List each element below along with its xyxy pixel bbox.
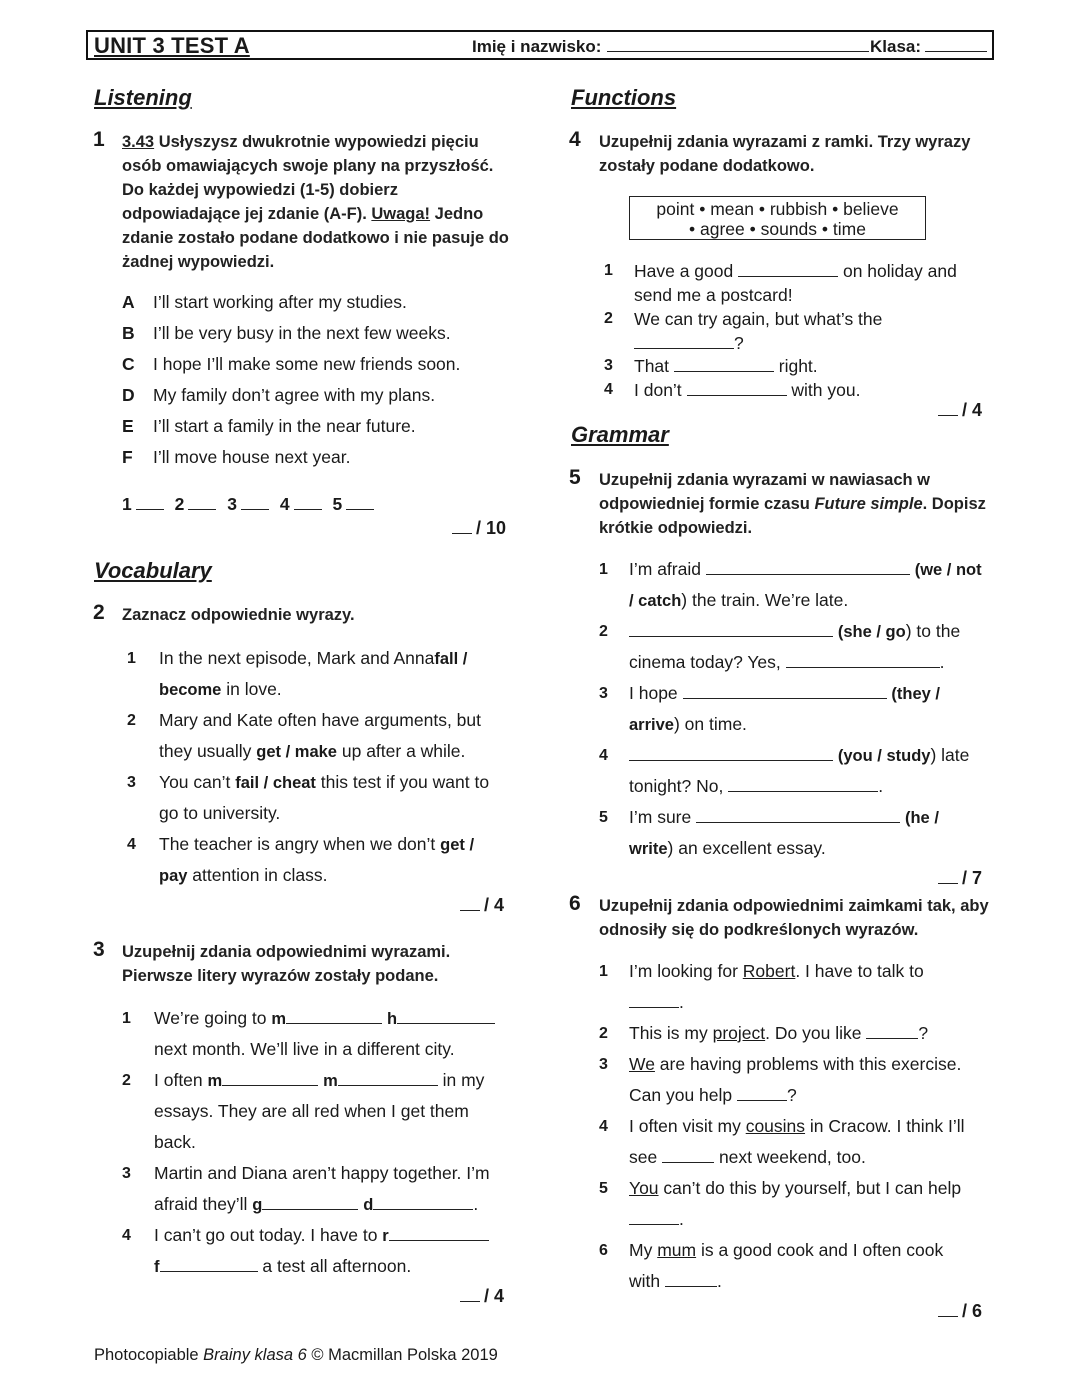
underlined-word: You xyxy=(629,1178,659,1198)
q3-item-2 xyxy=(122,1065,517,1158)
item-number: 1 xyxy=(604,262,613,279)
item-text: on holiday and xyxy=(838,261,957,281)
item-text: Martin and Diana aren’t happy together. I’m xyxy=(154,1163,490,1183)
score-max: / 6 xyxy=(962,1301,983,1321)
option-text: I’ll move house next year. xyxy=(153,447,351,467)
blank[interactable] xyxy=(706,557,910,575)
answer-field-1[interactable] xyxy=(136,496,164,510)
vocabulary-title: Vocabulary xyxy=(94,558,212,583)
q2-number: 2 xyxy=(93,601,105,624)
item-text: send me a postcard! xyxy=(634,285,793,305)
item-number: 5 xyxy=(599,809,608,826)
item-text: essays. They are all red when I get them xyxy=(154,1101,469,1121)
item-text: with xyxy=(629,1271,665,1291)
q5-number: 5 xyxy=(569,466,581,489)
q1-instruction-text-1: Usłyszysz dwukrotnie wypowiedzi pięciu osób omawiających swoje plany na przyszłość. Do każdej wypowiedzi (1-5) dobierz odpowiadające jej zdanie (A-F). xyxy=(122,133,494,223)
item-text: in my xyxy=(437,1070,485,1090)
item-text: We’re going to xyxy=(154,1008,272,1028)
q1-warning: Uwaga! xyxy=(371,205,431,223)
name-field[interactable] xyxy=(607,38,869,52)
item-text: attention in class. xyxy=(187,865,328,885)
word-box xyxy=(629,196,926,240)
q3-item-3 xyxy=(122,1158,517,1220)
blank[interactable] xyxy=(160,1254,258,1272)
q5-tense: Future simple xyxy=(814,495,923,513)
score-max: / 7 xyxy=(962,868,983,888)
score-field[interactable] xyxy=(938,1303,958,1317)
test-header xyxy=(86,30,994,60)
option-f xyxy=(122,447,350,471)
hint: (you / study xyxy=(837,747,931,765)
blank[interactable] xyxy=(397,1006,495,1024)
item-text: ) an excellent essay. xyxy=(667,838,826,858)
item-text: . xyxy=(679,1209,684,1229)
word-box-line: • agree • sounds • time xyxy=(689,219,866,239)
option-letter: E xyxy=(122,416,134,436)
item-text: with you. xyxy=(786,380,861,400)
blank[interactable] xyxy=(738,259,838,277)
choice-words[interactable]: pay xyxy=(159,867,188,885)
q5-item-4 xyxy=(599,740,991,802)
option-text: My family don’t agree with my plans. xyxy=(153,385,436,405)
item-text: cinema today? Yes, xyxy=(629,652,786,672)
item-text: are having problems with this exercise. xyxy=(654,1054,962,1074)
word-box-line: point • mean • rubbish • believe xyxy=(656,199,899,219)
item-text: ) the train. We’re late. xyxy=(681,590,849,610)
option-d xyxy=(122,385,435,409)
footer xyxy=(94,1346,498,1365)
q6-item-1 xyxy=(599,956,991,1018)
blank[interactable] xyxy=(338,1068,438,1086)
underlined-word: cousins xyxy=(745,1116,806,1136)
q2-item-3 xyxy=(127,767,517,829)
option-e xyxy=(122,416,416,440)
item-text: I’m sure xyxy=(629,807,697,827)
q5-instruction xyxy=(599,468,989,540)
item-text: I’m afraid xyxy=(629,559,706,579)
item-text: . I have to talk to xyxy=(795,961,924,981)
item-number: 2 xyxy=(599,1025,608,1042)
item-text: can’t do this by yourself, but I can help xyxy=(658,1178,962,1198)
item-text: . xyxy=(473,1194,479,1214)
option-text: I’ll start working after my studies. xyxy=(153,292,407,312)
footer-text: Photocopiable xyxy=(94,1346,204,1364)
item-number: 5 xyxy=(599,1180,608,1197)
first-letter: h xyxy=(386,1010,398,1028)
item-text: I hope xyxy=(629,683,683,703)
item-text: ? xyxy=(918,1023,929,1043)
answer-num: 3 xyxy=(227,494,237,514)
option-letter: B xyxy=(122,323,135,343)
blank[interactable] xyxy=(786,650,940,668)
q4-instruction: Uzupełnij zdania wyrazami z ramki. Trzy wyrazy zostały podane dodatkowo. xyxy=(599,133,971,175)
q5-instruction-text: . Dopisz krótkie odpowiedzi. xyxy=(599,495,986,537)
score-field[interactable] xyxy=(938,870,958,884)
item-text: This is my xyxy=(629,1023,713,1043)
first-letter: m xyxy=(323,1072,338,1090)
blank[interactable] xyxy=(629,743,833,761)
option-letter: F xyxy=(122,447,133,467)
first-letter: r xyxy=(382,1227,389,1245)
listening-title: Listening xyxy=(94,85,192,110)
item-text: this test if you want to xyxy=(315,772,490,792)
q4-item-1 xyxy=(604,259,989,307)
q1-number: 1 xyxy=(93,128,105,151)
q3-instruction: Uzupełnij zdania odpowiednimi wyrazami. Pierwsze litery wyrazów zostały podane. xyxy=(122,943,451,985)
blank[interactable] xyxy=(222,1068,318,1086)
hint: (we / not xyxy=(914,561,982,579)
q4-item-2 xyxy=(604,307,989,355)
q5-item-1 xyxy=(599,554,991,616)
option-text: I hope I’ll make some new friends soon. xyxy=(153,354,461,374)
item-text: . xyxy=(939,652,945,672)
item-text: My xyxy=(629,1240,658,1260)
choice-words[interactable]: get / xyxy=(440,836,475,854)
blank[interactable] xyxy=(373,1192,473,1210)
q3-item-4 xyxy=(122,1220,517,1282)
item-text: ) to the xyxy=(905,621,961,641)
option-a xyxy=(122,292,407,316)
q5-item-2 xyxy=(599,616,991,678)
item-text: tonight? No, xyxy=(629,776,729,796)
answer-field-2[interactable] xyxy=(188,496,216,510)
item-number: 2 xyxy=(122,1072,131,1089)
item-text: I’m looking for xyxy=(629,961,743,981)
q1-instruction-text-2: Jedno zdanie zostało podane dodatkowo i nie pasuje do żadnej wypowiedzi. xyxy=(122,205,509,271)
footer-book: Brainy klasa 6 xyxy=(203,1346,307,1364)
item-text: In the next episode, Mark and Anna xyxy=(159,648,435,668)
q2-item-2 xyxy=(127,705,517,767)
item-text: up after a while. xyxy=(337,741,466,761)
item-number: 3 xyxy=(599,685,608,702)
blank[interactable] xyxy=(389,1223,489,1241)
blank[interactable] xyxy=(665,1269,717,1287)
q6-instruction: Uzupełnij zdania odpowiednimi zaimkami tak, aby odnosiły się do podkreślonych wyrazów. xyxy=(599,897,989,939)
score-max: / 10 xyxy=(476,518,507,538)
item-number: 4 xyxy=(604,381,613,398)
q5-item-3 xyxy=(599,678,991,740)
score-max: / 4 xyxy=(484,895,505,915)
first-letter: m xyxy=(271,1010,287,1028)
answer-num: 4 xyxy=(279,494,290,514)
item-text: I often visit my xyxy=(629,1116,746,1136)
q4-item-4 xyxy=(604,378,989,402)
item-number: 6 xyxy=(599,1242,608,1259)
first-letter: f xyxy=(154,1258,160,1276)
choice-words[interactable]: become xyxy=(159,681,222,699)
item-number: 4 xyxy=(127,836,136,853)
score-field[interactable] xyxy=(938,402,958,416)
blank[interactable] xyxy=(687,378,787,396)
item-text: The teacher is angry when we don’t xyxy=(159,834,441,854)
item-text: in love. xyxy=(221,679,282,699)
item-number: 3 xyxy=(604,357,613,374)
q6-item-4 xyxy=(599,1111,991,1173)
item-text: in Cracow. I think I’ll xyxy=(805,1116,965,1136)
item-text: afraid they’ll xyxy=(154,1194,253,1214)
q2-item-1 xyxy=(127,643,517,705)
item-text: That xyxy=(634,356,674,376)
choice-words[interactable]: fail / cheat xyxy=(235,774,316,792)
item-number: 3 xyxy=(122,1165,131,1182)
q1-instruction xyxy=(122,130,512,274)
option-b xyxy=(122,323,451,347)
blank[interactable] xyxy=(696,805,900,823)
item-text: is a good cook and I often cook xyxy=(696,1240,944,1260)
blank[interactable] xyxy=(629,619,833,637)
item-text: We can try again, but what’s the xyxy=(634,309,883,329)
item-text: Have a good xyxy=(634,261,739,281)
item-text: . Do you like xyxy=(765,1023,867,1043)
item-number: 1 xyxy=(122,1010,131,1027)
q2-instruction: Zaznacz odpowiednie wyrazy. xyxy=(122,606,355,624)
score-max: / 4 xyxy=(484,1286,505,1306)
blank[interactable] xyxy=(674,354,774,372)
item-number: 2 xyxy=(127,712,136,729)
item-text: see xyxy=(629,1147,663,1167)
item-number: 1 xyxy=(599,963,608,980)
functions-title: Functions xyxy=(571,85,677,110)
option-letter: A xyxy=(122,292,135,312)
grammar-title: Grammar xyxy=(571,422,669,447)
option-c xyxy=(122,354,460,378)
q2-score xyxy=(460,895,504,916)
score-field[interactable] xyxy=(460,1288,480,1302)
q6-item-5 xyxy=(599,1173,991,1235)
blank[interactable] xyxy=(262,1192,358,1210)
hint: (he / xyxy=(904,809,939,827)
class-label-text: Klasa: xyxy=(870,37,922,56)
item-text: next weekend, too. xyxy=(714,1147,866,1167)
item-number: 3 xyxy=(599,1056,608,1073)
hint: write xyxy=(629,840,668,858)
item-text: I can’t go out today. I have to xyxy=(154,1225,383,1245)
item-text: next month. We’ll live in a different city. xyxy=(154,1039,455,1059)
blank[interactable] xyxy=(634,331,734,349)
blank[interactable] xyxy=(728,774,878,792)
item-number: 2 xyxy=(604,310,613,327)
blank[interactable] xyxy=(662,1145,714,1163)
option-text: I’ll start a family in the near future. xyxy=(153,416,416,436)
q5-item-5 xyxy=(599,802,991,864)
item-text: right. xyxy=(773,356,818,376)
item-number: 2 xyxy=(599,623,608,640)
answer-num: 1 xyxy=(122,494,132,514)
blank[interactable] xyxy=(866,1021,918,1039)
item-text: . xyxy=(878,776,884,796)
item-text: back. xyxy=(154,1132,196,1152)
first-letter: d xyxy=(363,1196,374,1214)
hint: arrive xyxy=(629,716,674,734)
option-letter: C xyxy=(122,354,135,374)
underlined-word: Robert xyxy=(742,961,796,981)
score-field[interactable] xyxy=(460,897,480,911)
q1-score xyxy=(452,518,506,539)
blank[interactable] xyxy=(629,990,679,1008)
underlined-word: We xyxy=(629,1054,655,1074)
item-text: . xyxy=(716,1271,722,1291)
item-number: 4 xyxy=(122,1227,131,1244)
first-letter: g xyxy=(252,1196,263,1214)
item-text: ) late xyxy=(930,745,970,765)
q6-item-6 xyxy=(599,1235,991,1297)
choice-words[interactable]: fall / xyxy=(434,650,468,668)
item-text: Can you help xyxy=(629,1085,737,1105)
q5-score xyxy=(938,868,982,889)
answer-field-4[interactable] xyxy=(294,496,322,510)
first-letter: m xyxy=(207,1072,223,1090)
class-label xyxy=(870,37,987,57)
hint: / catch xyxy=(629,592,682,610)
item-text: ? xyxy=(734,333,744,353)
item-text: a test all afternoon. xyxy=(257,1256,412,1276)
q3-number: 3 xyxy=(93,938,105,961)
footer-text: © Macmillan Polska 2019 xyxy=(306,1346,498,1364)
item-number: 3 xyxy=(127,774,136,791)
q4-item-3 xyxy=(604,354,989,378)
q3-score xyxy=(460,1286,504,1307)
item-text: Mary and Kate often have arguments, but xyxy=(159,710,481,730)
underlined-word: project xyxy=(712,1023,766,1043)
answer-field-3[interactable] xyxy=(241,496,269,510)
name-label xyxy=(472,37,869,57)
q5-instruction-text: Uzupełnij zdania wyrazami w nawiasach w odpowiedniej formie czasu xyxy=(599,471,931,513)
score-field[interactable] xyxy=(452,520,472,534)
option-text: I’ll be very busy in the next few weeks. xyxy=(153,323,451,343)
q6-number: 6 xyxy=(569,892,581,915)
choice-words[interactable]: get / make xyxy=(256,743,337,761)
underlined-word: mum xyxy=(657,1240,697,1260)
item-text: ) on time. xyxy=(673,714,747,734)
item-text: ? xyxy=(787,1085,797,1105)
item-number: 4 xyxy=(599,747,608,764)
blank[interactable] xyxy=(286,1006,382,1024)
q2-item-4 xyxy=(127,829,517,891)
q4-score xyxy=(938,400,982,421)
item-number: 1 xyxy=(599,561,608,578)
answer-field-5[interactable] xyxy=(346,496,374,510)
item-text: go to university. xyxy=(159,803,281,823)
item-number: 1 xyxy=(127,650,136,667)
item-text: . xyxy=(679,992,684,1012)
answer-num: 5 xyxy=(332,494,343,514)
option-letter: D xyxy=(122,385,135,405)
class-field[interactable] xyxy=(925,38,987,52)
hint: (she / go xyxy=(837,623,906,641)
item-text: I often xyxy=(154,1070,208,1090)
name-label-text: Imię i nazwisko: xyxy=(472,37,602,56)
q6-item-3 xyxy=(599,1049,991,1111)
blank[interactable] xyxy=(629,1207,679,1225)
blank[interactable] xyxy=(683,681,887,699)
score-max: / 4 xyxy=(962,400,983,420)
q3-item-1 xyxy=(122,1003,517,1065)
test-title: UNIT 3 TEST A xyxy=(94,33,250,58)
item-text: You can’t xyxy=(159,772,236,792)
q6-score xyxy=(938,1301,982,1322)
q6-item-2 xyxy=(599,1018,991,1049)
answer-num: 2 xyxy=(174,494,185,514)
item-text: I don’t xyxy=(634,380,687,400)
q4-number: 4 xyxy=(569,128,581,151)
item-text: they usually xyxy=(159,741,257,761)
q1-answer-row xyxy=(122,494,380,515)
blank[interactable] xyxy=(737,1083,787,1101)
track-number: 3.43 xyxy=(122,133,155,151)
hint: (they / xyxy=(891,685,940,703)
item-number: 4 xyxy=(599,1118,608,1135)
